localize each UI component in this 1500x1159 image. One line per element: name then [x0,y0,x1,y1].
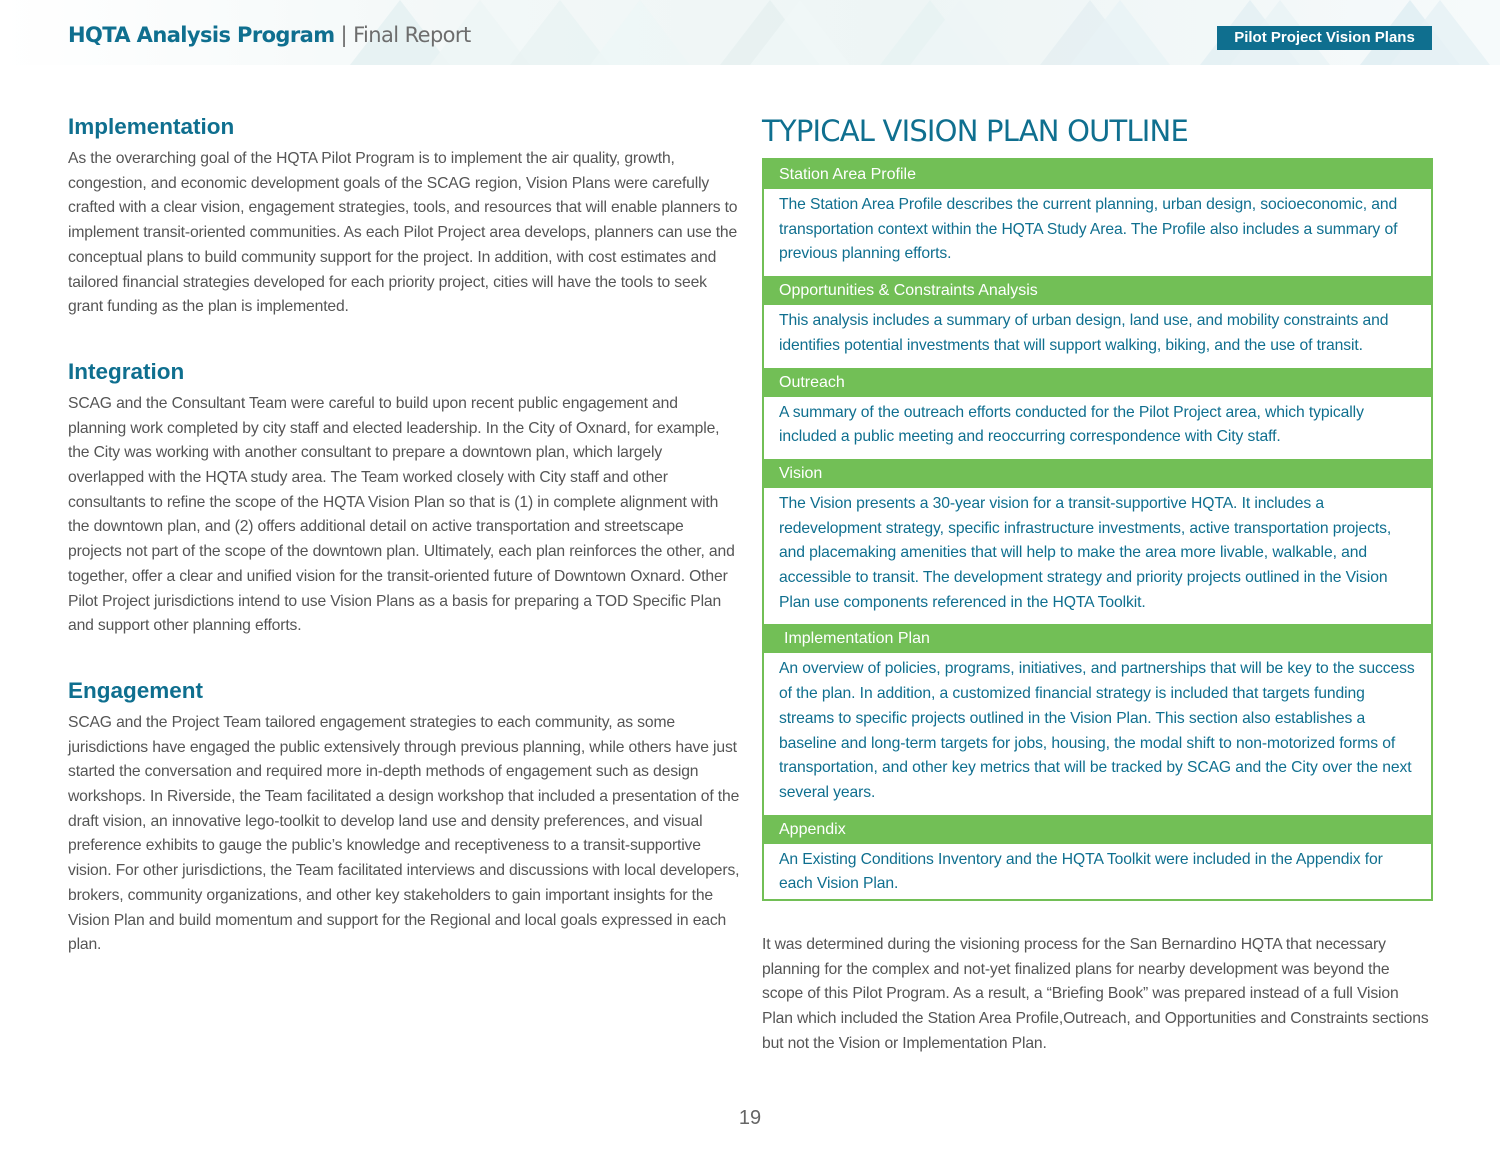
outline-item-heading: Outreach [764,368,1431,397]
integration-heading: Integration [68,358,185,384]
integration-paragraph: SCAG and the Consultant Team were careful to build upon recent public engagement and planning work completed by city staff and elected leadership. In the City of Oxnard, for example, the City was working with another consultant to prepare a downtown plan, which largely overlapped with the HQTA study area. The Team worked closely with City staff and other consultants to refine the scope of the HQTA Vision Plan so that is (1) in complete alignment with the downtown plan, and (2) offers additional detail on active transportation and streetscape projects not part of the scope of the downtown plan. Ultimately, each plan reinforces the other, and together, offer a clear and unified vision for the transit-oriented future of Downtown Oxnard. Other Pilot Project jurisdictions intend to use Vision Plans as a basis for preparing a TOD Specific Plan and support other planning efforts. [68,394,735,635]
outline-item-text: The Vision presents a 30-year vision for a transit-supportive HQTA. It includes a redevelopment strategy, specific infrastructure investments, active transportation projects, and placemaking amenities that will help to make the area more livable, walkable, and accessible to transit. The development strategy and priority projects outlined in the Vision Plan use components referenced in the HQTA Toolkit. [779,494,1392,611]
report-title [68,22,471,48]
outline-item-text: An Existing Conditions Inventory and the HQTA Toolkit were included in the Appendix for each Vision Plan. [779,850,1383,893]
outline-item-heading: Vision [764,459,1431,488]
implementation-paragraph: As the overarching goal of the HQTA Pilot Program is to implement the air quality, growth, congestion, and economic development goals of the SCAG region, Vision Plans were carefully crafted with a clear vision, engagement strategies, tools, and resources that will enable planners to implement transit-oriented communities. As each Pilot Project area develops, planners can use the conceptual plans to build community support for the project. In addition, with cost estimates and tailored financial strategies developed for each priority project, cities will have the tools to seek grant funding as the plan is implemented. [68,150,738,316]
engagement-heading: Engagement [68,677,204,703]
page-number: 19 [738,1107,762,1129]
outline-item-text: A summary of the outreach efforts conducted for the Pilot Project area, which typically included a public meeting and reoccurring correspondence with City staff. [779,403,1364,446]
briefing-book-note: It was determined during the visioning process for the San Bernardino HQTA that necessary planning for the complex and not-yet finalized plans for nearby development was beyond the scope of this Pilot Program. As a result, a “Briefing Book” was prepared instead of a full Vision Plan which included the Station Area Profile,Outreach, and Opportunities and Constraints sections but not the Vision or Implementation Plan. [762,936,1429,1052]
outline-item-text: This analysis includes a summary of urban design, land use, and mobility constraints and identifies potential investments that will support walking, biking, and the use of transit. [779,312,1389,354]
outline-item-heading: Appendix [764,815,1431,844]
outline-item-text: The Station Area Profile describes the current planning, urban design, socioeconomic, and transportation context within the HQTA Study Area. The Profile also includes a summary of previous planning efforts. [779,196,1398,263]
engagement-paragraph: SCAG and the Project Team tailored engagement strategies to each community, as some jurisdictions have engaged the public extensively through previous planning, while others have just started the conversation and required more in-depth methods of engagement such as design workshops. In Riverside, the Team facilitated a design workshop that included a presentation of the draft vision, an innovative lego-toolkit to develop land use and density preferences, and visual preference exhibits to gauge the public’s knowledge and receptiveness to a transit-supportive vision. For other jurisdictions, the Team facilitated interviews and discussions with local developers, brokers, community organizations, and other key stakeholders to gain important insights for the Vision Plan and build momentum and support for the Regional and local goals expressed in each plan. [68,713,740,954]
outline-item-heading: Station Area Profile [764,160,1431,189]
left-column [68,112,740,958]
outline-item-heading: Opportunities & Constraints Analysis [764,276,1431,305]
outline-title: TYPICAL VISION PLAN OUTLINE [762,114,1188,148]
outline-item-heading: Implementation Plan [764,624,1431,653]
outline-item-text: An overview of policies, programs, initiatives, and partnerships that will be key to the success of the plan. In addition, a customized financial strategy is included that targets funding streams to specific projects outlined in the Vision Plan. This section also establishes a baseline and long-term targets for jobs, housing, the modal shift to non-motorized forms of transportation, and other key metrics that will be tracked by SCAG and the City over the next several years. [779,660,1415,801]
report-title-program: HQTA Analysis Program [68,23,335,47]
vision-plan-outline-box [762,158,1433,901]
right-column [762,112,1433,1072]
implementation-heading: Implementation [68,114,235,139]
page-header [0,0,1500,65]
report-title-subtitle: | Final Report [334,23,471,47]
section-tag: Pilot Project Vision Plans [1217,26,1432,50]
